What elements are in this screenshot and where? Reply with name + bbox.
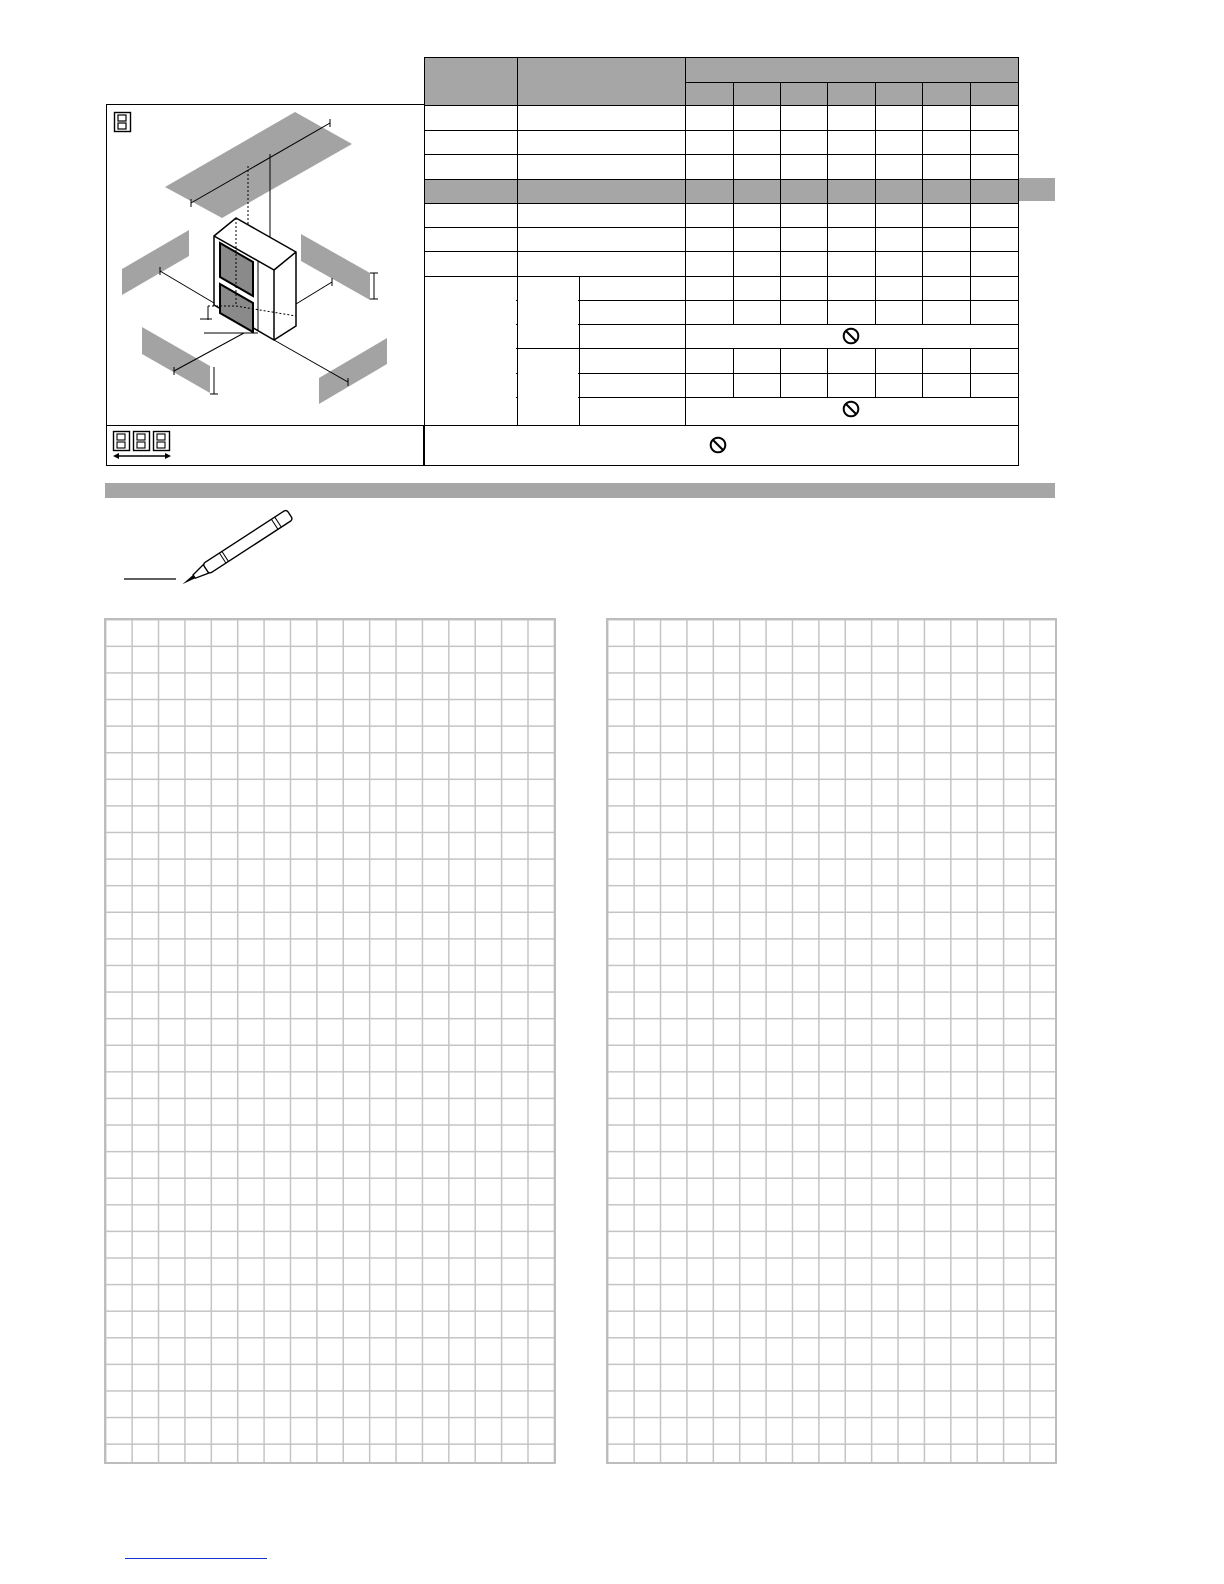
table-hline [424, 57, 1019, 58]
table-hline [424, 203, 1019, 204]
prohibited-circle-icon [709, 436, 727, 454]
table-hline [517, 348, 579, 349]
table-hline [424, 105, 1019, 106]
table-vline [579, 276, 580, 425]
table-vline [1018, 82, 1019, 324]
table-vline [922, 348, 923, 397]
table-vline [780, 348, 781, 397]
prohibited-circle-icon [842, 400, 860, 418]
blank-grid-right [606, 618, 1057, 1464]
table-hline [424, 251, 1019, 252]
table-vline [875, 82, 876, 324]
table-hline [424, 130, 1019, 131]
header-cell-1 [424, 57, 517, 105]
merged-cell [518, 277, 578, 347]
table-vline [733, 82, 734, 324]
table-hline [424, 179, 1019, 180]
section-divider-bar [105, 483, 1055, 498]
table-vline [685, 57, 686, 425]
table-vline [875, 348, 876, 397]
prohibited-circle-icon [842, 327, 860, 345]
table-vline [733, 348, 734, 397]
header-cell-2 [517, 57, 685, 105]
merged-cell [425, 277, 516, 424]
table-vline [827, 348, 828, 397]
table-vline [780, 82, 781, 324]
table-hline [424, 227, 1019, 228]
table-vline [970, 82, 971, 324]
table-hline [424, 154, 1019, 155]
table-vline [517, 57, 518, 179]
section-tab-marker [1019, 178, 1055, 201]
merged-cell [518, 349, 578, 424]
table-vline [1018, 348, 1019, 397]
pen-icon [120, 508, 305, 584]
table-hline [685, 82, 1019, 83]
footer-link-underline[interactable] [125, 1558, 267, 1559]
table-vline [517, 179, 518, 276]
three-outdoor-units-row-icon [112, 430, 172, 462]
table-vline [970, 348, 971, 397]
multi-unit-frame [106, 425, 1019, 466]
blank-grid-left [104, 618, 556, 1464]
outdoor-unit-clearance-isometric-icon [108, 106, 424, 422]
table-row-highlight [424, 179, 1019, 203]
table-vline [827, 82, 828, 324]
header-cell-values [685, 57, 1019, 105]
table-vline [922, 82, 923, 324]
